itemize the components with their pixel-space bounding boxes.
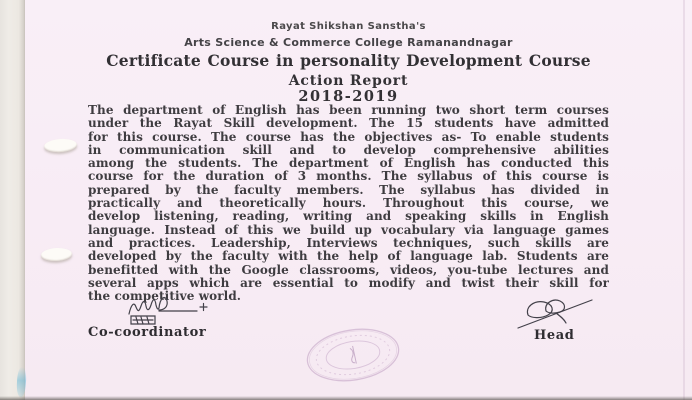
body-line: in communication skill and to develop comprehensive abilities (88, 143, 609, 157)
report-body (88, 104, 609, 303)
scan-bottom-edge (0, 396, 692, 400)
paper-right-edge (683, 0, 685, 400)
body-line: prepared by the faculty members. The syllabus has divided in (88, 183, 609, 197)
body-line: and practices. Leadership, Interviews techniques, such skills are (88, 236, 609, 250)
paper-sheet (25, 0, 692, 400)
body-line: language. Instead of this we build up vocabulary via language games (88, 223, 609, 237)
organization-name: Rayat Shikshan Sanstha's (271, 21, 426, 32)
body-line: the competitive world. (88, 290, 242, 304)
body-line: for this course. The course has the objectives as- To enable students (88, 130, 609, 144)
head-label: Head (534, 328, 575, 343)
signature-co-coordinator (120, 293, 220, 329)
co-coordinator-label: Co-coordinator (88, 325, 207, 340)
scanner-background-strip (0, 0, 25, 400)
course-title: Certificate Course in personality Development Course (106, 51, 591, 70)
college-name: Arts Science & Commerce College Ramanandnagar (184, 36, 513, 49)
body-line: developed by the faculty with the help of language lab. Students are (88, 250, 609, 264)
body-line: benefitted with the Google classrooms, videos, you-tube lectures and (88, 263, 609, 277)
body-line: practically and theoretically hours. Throughout this course, we (88, 197, 609, 211)
report-content (88, 0, 609, 400)
body-line: several apps which are essential to modify and twist their skill for (88, 276, 609, 290)
body-line: The department of English has been running two short term courses (88, 104, 609, 117)
report-title: Action Report (288, 73, 409, 89)
body-line: develop listening, reading, writing and speaking skills in English (88, 210, 609, 224)
round-stamp (301, 324, 405, 386)
body-line: under the Rayat Skill development. The 15 students have admitted (88, 117, 609, 131)
body-line: among the students. The department of English has conducted this (88, 157, 609, 171)
body-line: course for the duration of 3 months. The syllabus of this course is (88, 170, 609, 184)
signature-head (512, 287, 600, 333)
academic-year: 2018-2019 (298, 88, 399, 105)
